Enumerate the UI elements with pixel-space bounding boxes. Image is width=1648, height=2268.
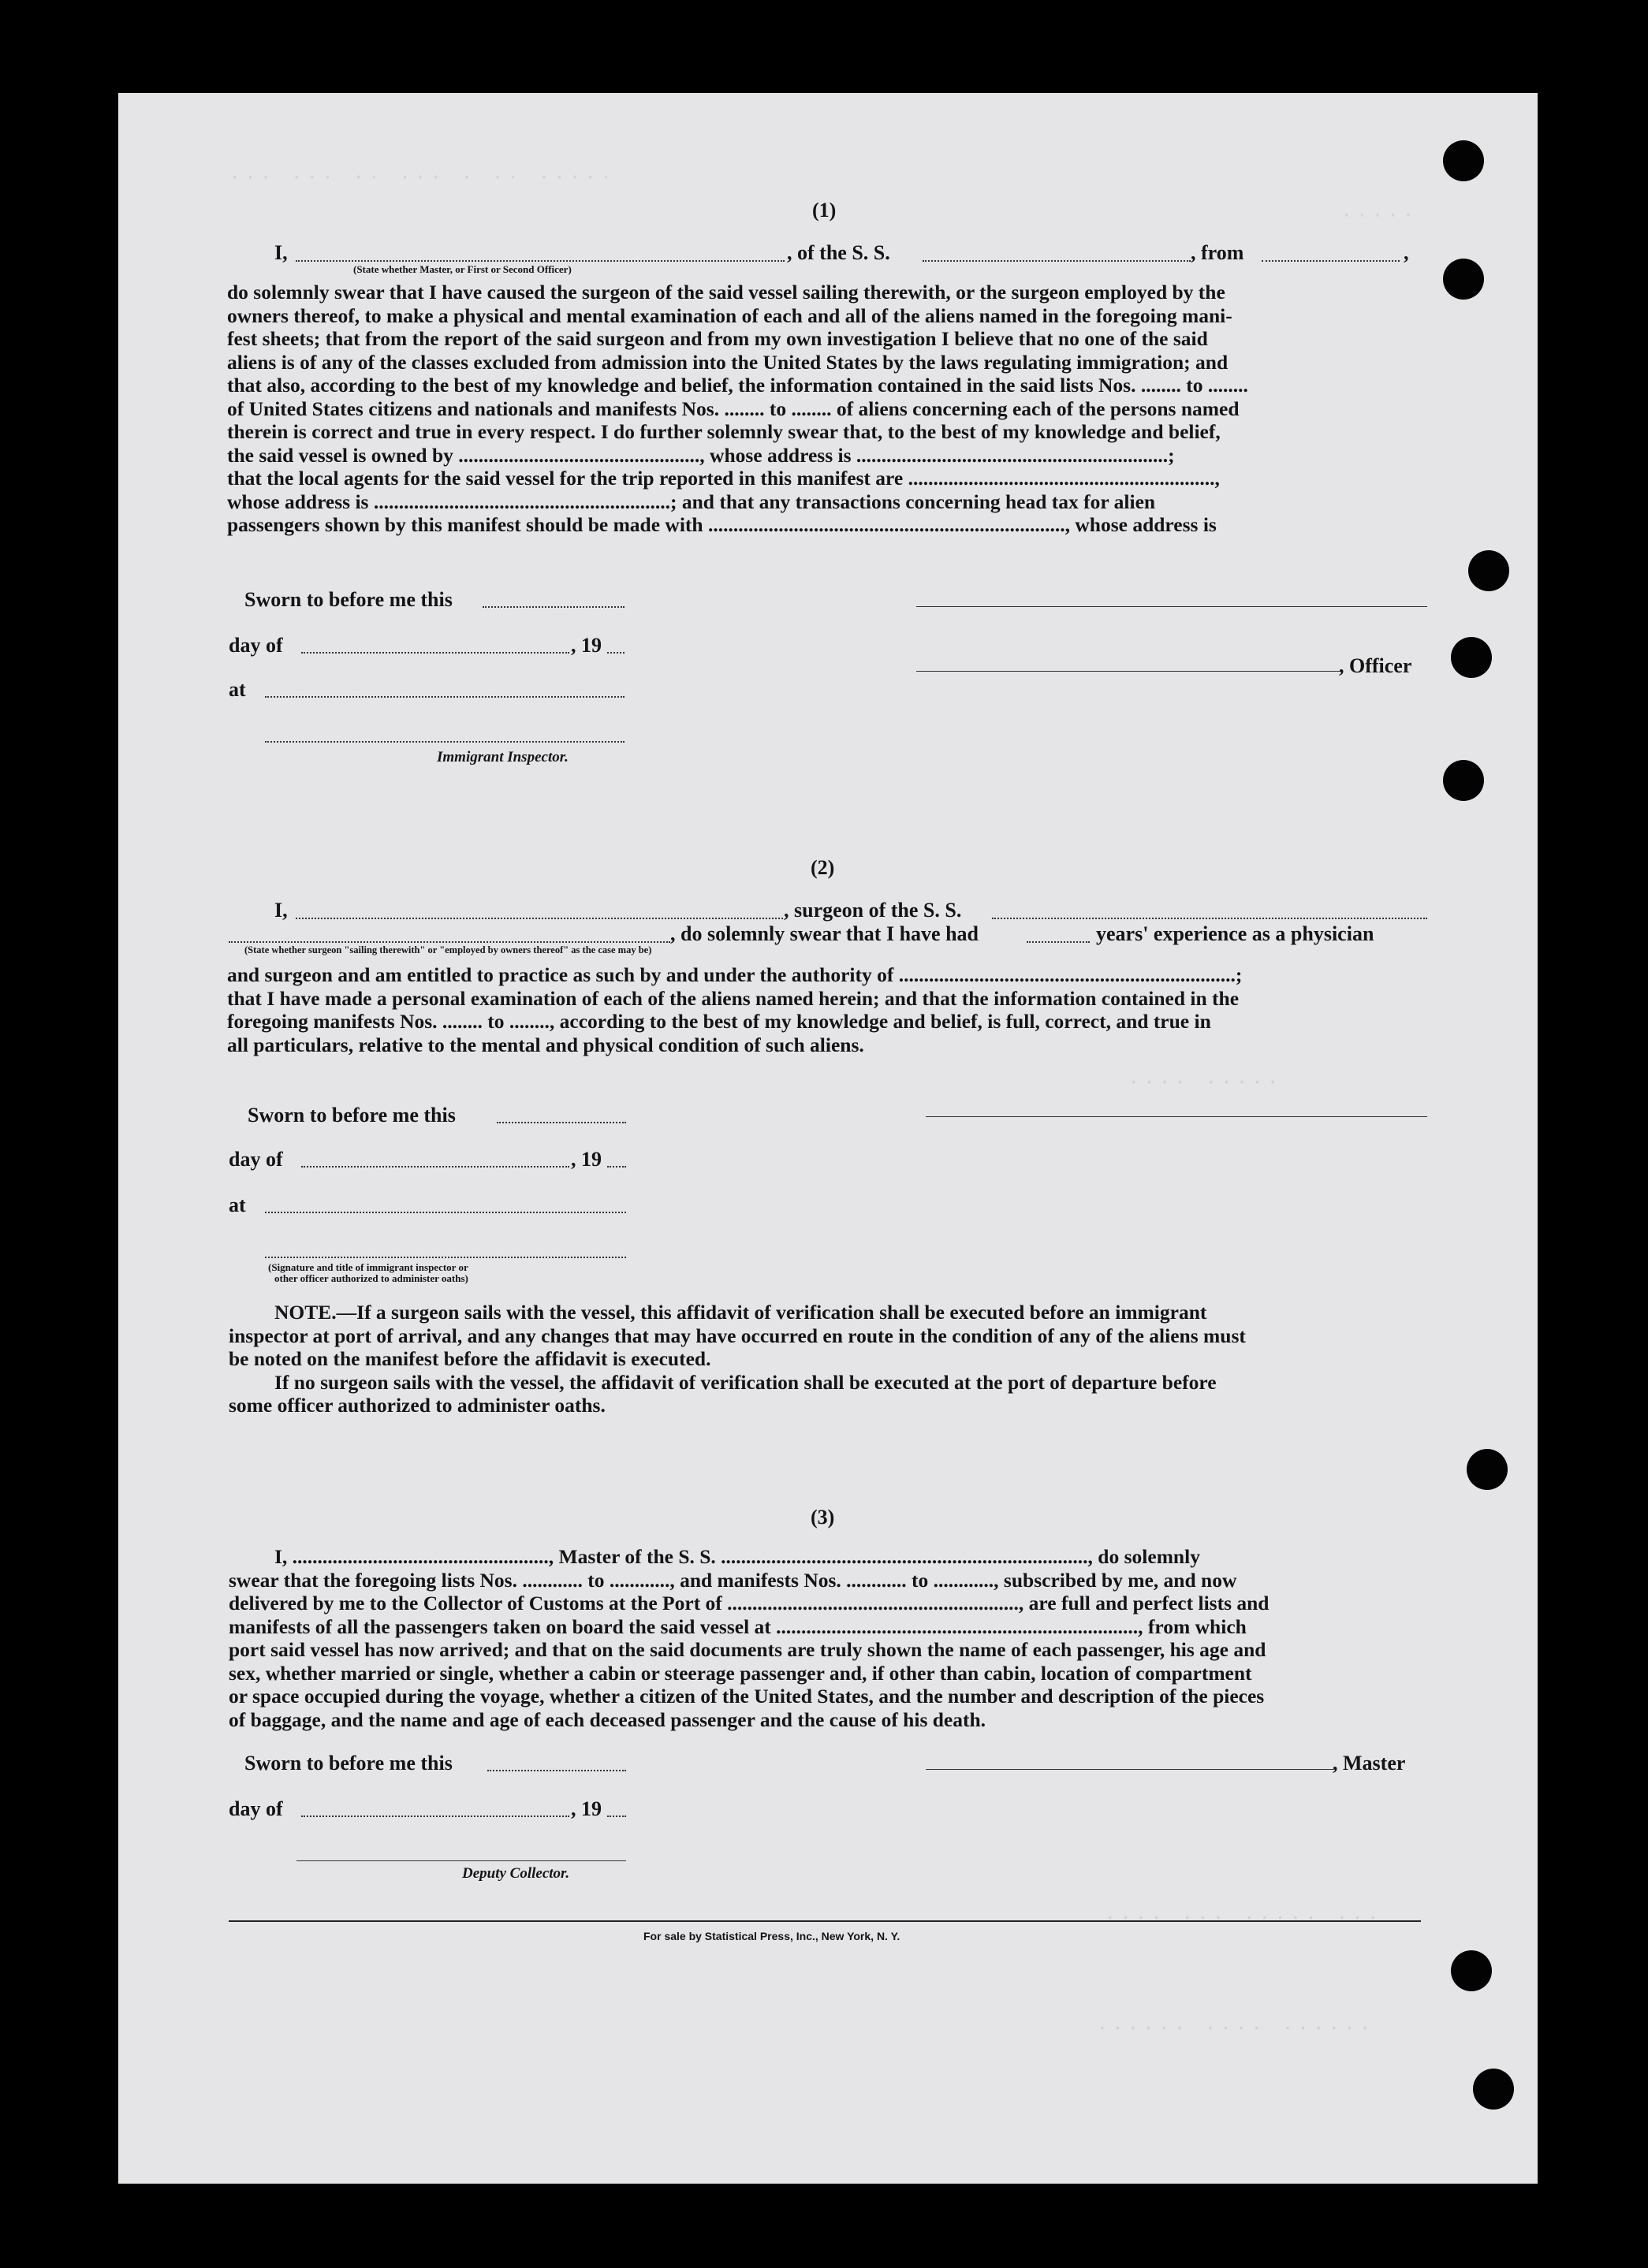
s1-inspector-line (265, 741, 625, 743)
s2-surgeon-of-label: , surgeon of the S. S. (784, 899, 962, 922)
bleed-through-text: ······ ···· ······ (1096, 2017, 1374, 2040)
s1-year-label: , 19 (571, 634, 602, 657)
s2-body-text (227, 963, 1422, 1056)
s1-line: fest sheets; that from the report of the said surgeon and from my own investigation I believe that no one of the said (227, 327, 1208, 350)
s1-vessel-name-line (923, 260, 1191, 262)
note-line: inspector at port of arrival, and any changes that may have occurred en route in the condition of any of the aliens must (229, 1324, 1246, 1347)
s3-day-of-label: day of (229, 1797, 283, 1820)
s2-swear-label: , do solemnly swear that I have had (670, 922, 979, 945)
bleed-through-text: ···· ··· ····· ··· (1104, 1906, 1382, 1930)
section-2-number: (2) (811, 856, 835, 879)
s1-line: that also, according to the best of my knowledge and belief, the information contained in the said lists Nos. ........ to ........ (227, 374, 1248, 397)
document-page (118, 93, 1538, 2184)
s2-year-label: , 19 (571, 1148, 602, 1171)
s1-day-of-label: day of (229, 634, 283, 657)
s1-body-text (227, 281, 1422, 537)
s1-officer-label: , Officer (1339, 654, 1412, 677)
s2-at-label: at (229, 1194, 246, 1216)
s2-day-of-label: day of (229, 1148, 283, 1171)
s2-sworn-label: Sworn to before me this (248, 1104, 456, 1127)
s3-year-label: , 19 (571, 1797, 602, 1820)
s2-at-line (265, 1212, 626, 1213)
s1-of-ss-label: , of the S. S. (787, 241, 890, 264)
s1-port-line (1262, 260, 1400, 262)
bleed-through-text: ···· ····· (1128, 1071, 1283, 1094)
s3-line: of baggage, and the name and age of each deceased passenger and the cause of his death. (229, 1708, 986, 1731)
s2-day-line (301, 1166, 569, 1168)
binder-hole (1451, 637, 1492, 678)
s1-officer-line (916, 671, 1342, 672)
binder-hole (1467, 1449, 1508, 1490)
s1-at-label: at (229, 678, 246, 701)
section-3-number: (3) (811, 1506, 835, 1529)
s3-line: delivered by me to the Collector of Customs at the Port of .........................................................., are full and perfect lists and (229, 1592, 1270, 1614)
s1-sworn-line (483, 606, 625, 608)
s3-collector-line (296, 1860, 626, 1861)
note-line: some officer authorized to administer oaths. (229, 1394, 606, 1417)
s2-vessel-line (992, 918, 1427, 919)
s1-line: the said vessel is owned by ................................................, whose address is ..............................................................; (227, 443, 1175, 467)
note-line: be noted on the manifest before the affidavit is executed. (229, 1347, 711, 1370)
s1-signature-line (916, 606, 1427, 607)
s1-day-line (301, 652, 569, 654)
s1-comma: , (1404, 241, 1409, 264)
s1-line: aliens is of any of the classes excluded from admission into the United States by the laws regulating immigration; and (227, 350, 1229, 374)
s2-line: foregoing manifests Nos. ........ to ........, according to the best of my knowledge and belief, is full, correct, and true in (227, 1010, 1211, 1033)
s2-line: and surgeon and am entitled to practice as such by and under the authority of ...................................................................; (227, 963, 1243, 986)
binder-hole (1468, 550, 1509, 591)
s2-sig-note-2: other officer authorized to administer oaths) (274, 1272, 468, 1284)
s1-year-line (607, 652, 625, 654)
s3-line: sex, whether married or single, whether a cabin or steerage passenger and, if other than cabin, location of compartment (229, 1661, 1252, 1685)
s2-note-text (229, 1301, 1423, 1417)
footer-rule (229, 1920, 1421, 1922)
s3-year-line (607, 1816, 626, 1817)
s2-surgeon-name-line (296, 918, 783, 919)
s1-i-label: I, (274, 241, 288, 264)
bleed-through-text: ····· (1340, 203, 1419, 227)
s2-i-label: I, (274, 899, 288, 922)
section-1-number: (1) (812, 199, 837, 222)
s1-state-note: (State whether Master, or First or Second Officer) (353, 263, 572, 275)
s1-line: therein is correct and true in every respect. I do further solemnly swear that, to the best of my knowledge and belief, (227, 420, 1221, 443)
s3-sworn-label: Sworn to before me this (244, 1752, 453, 1775)
s1-officer-name-line (296, 260, 785, 262)
s3-line: swear that the foregoing lists Nos. ............ to ............, and manifests Nos. ............ to ............, subscribed by me, and now (229, 1568, 1237, 1592)
s3-line: port said vessel has now arrived; and that on the said documents are truly shown the name of each passenger, his age and (229, 1638, 1266, 1661)
s2-line: that I have made a personal examination of each of the aliens named herein; and that the information contained in the (227, 986, 1240, 1010)
s3-line: I, ..................................................., Master of the S. S. ........................................................................., do solemnly (274, 1545, 1200, 1568)
s1-line: do solemnly swear that I have caused the surgeon of the said vessel sailing therewith, or the surgeon employed by the (227, 281, 1225, 304)
s3-sworn-line (487, 1770, 626, 1771)
s1-at-line (265, 696, 625, 698)
s2-years-label: years' experience as a physician (1096, 922, 1374, 945)
publisher-footer: For sale by Statistical Press, Inc., New York, N. Y. (643, 1930, 900, 1942)
s1-line: of United States citizens and nationals and manifests Nos. ........ to ........ of aliens concerning each of the persons named (227, 397, 1240, 420)
bleed-through-text: ··· ··· ·· ··· · ·· ····· (229, 166, 616, 189)
s3-body-text (229, 1545, 1435, 1731)
s1-line: that the local agents for the said vessel for the trip reported in this manifest are ............................................................., (227, 467, 1220, 490)
s2-sig-note-1: (Signature and title of immigrant inspector or (268, 1261, 468, 1273)
s3-collector-label: Deputy Collector. (462, 1865, 570, 1882)
s2-sworn-line (497, 1122, 626, 1123)
s1-line: passengers shown by this manifest should be made with ......................................................................., whose address is (227, 513, 1217, 536)
binder-hole (1443, 760, 1484, 801)
binder-hole (1443, 140, 1484, 181)
binder-hole (1473, 2069, 1514, 2110)
s2-officer-sign-line (265, 1257, 626, 1258)
s1-line: owners thereof, to make a physical and mental examination of each and all of the aliens named in the foregoing mani- (227, 304, 1232, 327)
s3-line: manifests of all the passengers taken on board the said vessel at ........................................................................, from which (229, 1614, 1247, 1638)
s3-master-label: , Master (1333, 1752, 1406, 1775)
s1-from-label: , from (1191, 241, 1244, 264)
s1-line: whose address is ...........................................................; and that any transactions concerning head tax for alien (227, 490, 1156, 513)
binder-hole (1443, 259, 1484, 300)
note-line: NOTE.—If a surgeon sails with the vessel, this affidavit of verification shall be executed before an immigrant (274, 1301, 1207, 1324)
s1-sworn-label: Sworn to before me this (244, 588, 453, 611)
s1-inspector-label: Immigrant Inspector. (437, 749, 569, 765)
s3-line: or space occupied during the voyage, whether a citizen of the United States, and the number and description of the pieces (229, 1685, 1265, 1708)
s3-day-line (301, 1816, 569, 1817)
note-line: If no surgeon sails with the vessel, the affidavit of verification shall be executed at the port of departure before (274, 1370, 1217, 1394)
s2-signature-line (926, 1116, 1427, 1117)
s2-years-line (1027, 941, 1090, 943)
s3-master-line (926, 1769, 1334, 1770)
binder-hole (1451, 1950, 1492, 1991)
s2-state-note: (State whether surgeon "sailing therewith" or "employed by owners thereof" as the case may be) (244, 944, 652, 955)
s2-year-line (607, 1166, 626, 1168)
s2-line: all particulars, relative to the mental and physical condition of such aliens. (227, 1033, 864, 1056)
s2-name-cont-line (229, 941, 670, 943)
